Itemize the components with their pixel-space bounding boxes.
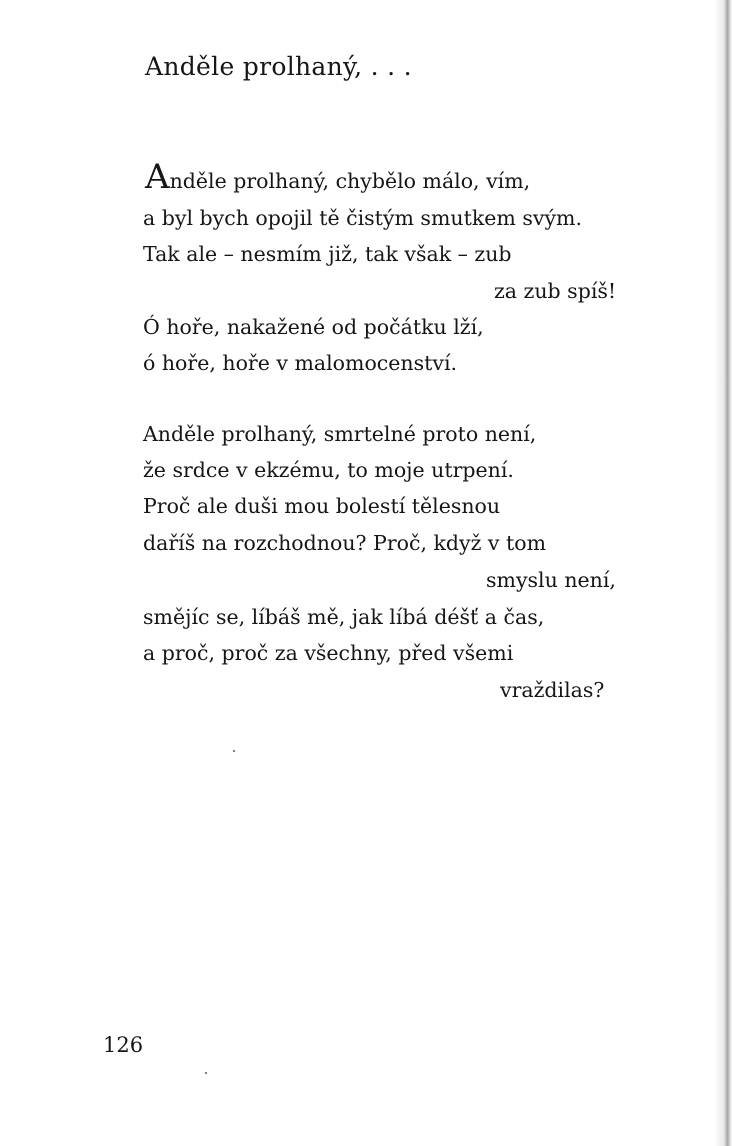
stanza1-line4: Ó hoře, nakažené od počátku lží, (143, 315, 484, 339)
stanza1-line1-text: nděle prolhaný, chybělo málo, vím, (169, 169, 531, 193)
poem-title: Anděle prolhaný, . . . (145, 52, 412, 81)
stanza1-line5: ó hoře, hoře v malomocenství. (143, 351, 458, 375)
stanza2-line2: že srdce v ekzému, to moje utrpení. (143, 458, 514, 482)
stanza2-line5: smějíc se, líbáš mě, jak líbá déšť a čas, (143, 605, 545, 629)
stanza1-line3: Tak ale – nesmím již, tak však – zub (143, 242, 512, 266)
stanza2-line4-continuation: smyslu není, (486, 568, 616, 592)
stanza1-line3-continuation: za zub spíš! (494, 279, 617, 303)
drop-cap: A (145, 157, 170, 197)
stanza2-line3: Proč ale duši mou bolestí tělesnou (143, 494, 501, 518)
print-speck (205, 1072, 207, 1074)
stanza1-line2: a byl bych opojil tě čistým smutkem svým. (143, 206, 582, 230)
page-number: 126 (103, 1033, 144, 1057)
stanza2-line6: a proč, proč za všechny, před všemi (143, 641, 514, 665)
page-edge-shadow (714, 0, 732, 1146)
stanza2-line1: Anděle prolhaný, smrtelné proto není, (143, 422, 537, 446)
stanza2-line4: daříš na rozchodnou? Proč, když v tom (143, 531, 547, 555)
print-speck (233, 750, 235, 752)
stanza1-line1 (145, 157, 531, 197)
stanza2-line6-continuation: vraždilas? (500, 678, 605, 702)
